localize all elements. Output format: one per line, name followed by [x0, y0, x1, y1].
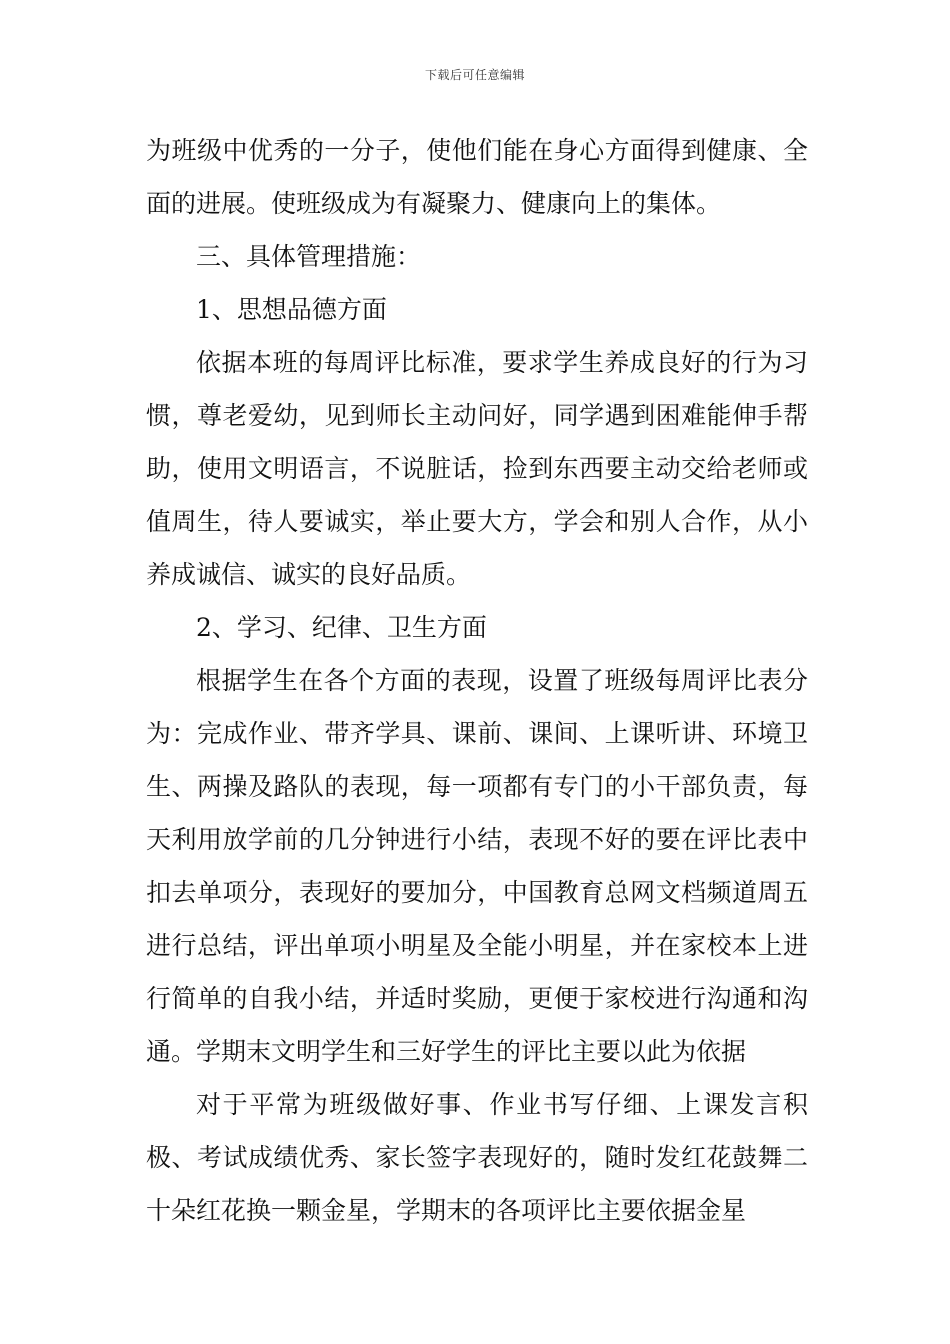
paragraph-moral: 依据本班的每周评比标准，要求学生养成良好的行为习惯，尊老爱幼，见到师长主动问好，同学遇到困难能伸手帮助，使用文明语言，不说脏话，捡到东西要主动交给老师或值周生，待人要诚实，举止要大方，学会和别人合作，从小养成诚信、诚实的良好品质。	[146, 348, 808, 589]
subheading-moral: 1、思想品德方面	[196, 295, 387, 324]
subheading-study-discipline-hygiene: 2、学习、纪律、卫生方面	[196, 613, 487, 642]
document-body	[146, 124, 808, 1237]
section-heading-measures: 三、具体管理措施：	[196, 242, 422, 271]
page-header-note: 下载后可任意编辑	[424, 68, 525, 82]
paragraph-rewards: 对于平常为班级做好事、作业书写仔细、上课发言积极、考试成绩优秀、家长签字表现好的，随时发红花鼓舞二十朵红花换一颗金星，学期末的各项评比主要依据金星	[146, 1090, 808, 1225]
paragraph-continuation: 为班级中优秀的一分子，使他们能在身心方面得到健康、全面的进展。使班级成为有凝聚力、健康向上的集体。	[146, 136, 808, 218]
paragraph-evaluation: 根据学生在各个方面的表现，设置了班级每周评比表分为：完成作业、带齐学具、课前、课间、上课听讲、环境卫生、两操及路队的表现，每一项都有专门的小干部负责，每天利用放学前的几分钟进行小结，表现不好的要在评比表中扣去单项分，表现好的要加分，中国教育总网文档频道周五进行总结，评出单项小明星及全能小明星，并在家校本上进行简单的自我小结，并适时奖励，更便于家校进行沟通和沟通。学期末文明学生和三好学生的评比主要以此为依据	[146, 666, 808, 1066]
